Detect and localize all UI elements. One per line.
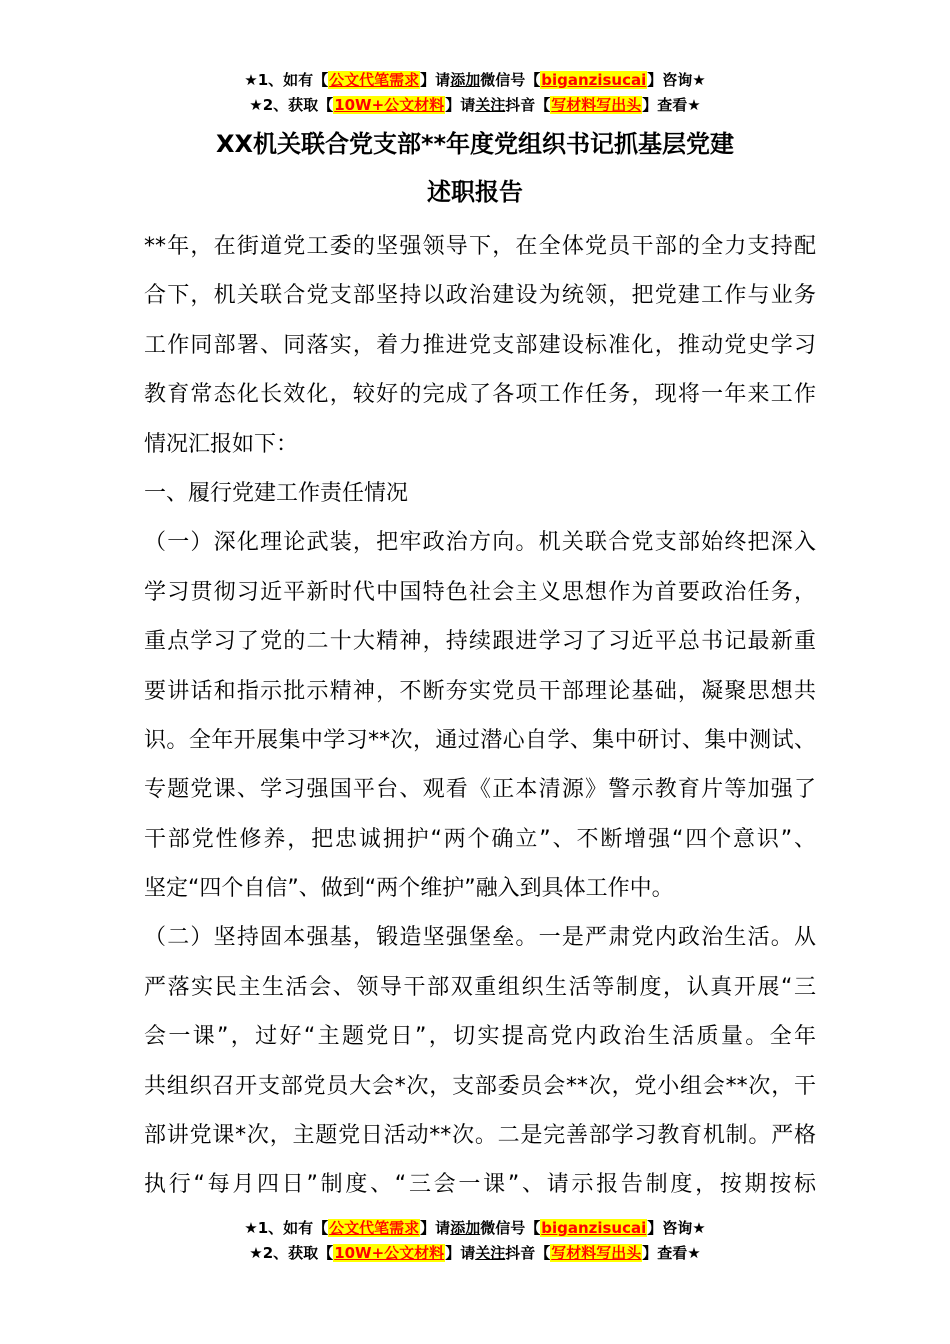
body-line: 坚定“四个自信”、做到“两个维护”融入到具体工作中。	[144, 876, 674, 902]
title-line-1: XX机关联合党支部**年度党组织书记抓基层党建	[215, 130, 735, 158]
promo-underlined-text: 关注	[475, 96, 506, 114]
promo-text: 】请	[420, 1219, 451, 1237]
promo-text: ★2、获取【	[249, 96, 334, 114]
body-line: 执行“每月四日”制度、“三会一课”、请示报告制度，按期按标	[144, 1172, 816, 1198]
body-line: 部讲党课*次，主题党日活动**次。二是完善部学习教育机制。严格	[144, 1123, 816, 1149]
body-line: 合下，机关联合党支部坚持以政治建设为统领，把党建工作与业务	[144, 283, 816, 309]
promo-line-2	[0, 1241, 950, 1266]
promo-banner-bottom	[0, 1216, 950, 1266]
promo-line-1	[0, 68, 950, 93]
body-line: （二）坚持固本强基，锻造坚强堡垒。一是严肃党内政治生活。从	[144, 925, 816, 951]
body-line: 干部党性修养，把忠诚拥护“两个确立”、不断增强“四个意识”、	[144, 826, 816, 852]
promo-text: 】查看★	[642, 96, 701, 114]
promo-highlight: 10W+公文材料	[334, 1244, 445, 1262]
promo-text: 】咨询★	[647, 1219, 706, 1237]
promo-line-1	[0, 1216, 950, 1241]
promo-text: ★1、如有【	[244, 71, 329, 89]
promo-line-2	[0, 93, 950, 118]
promo-text: 】请	[420, 71, 451, 89]
promo-highlight: biganzisucai	[541, 1219, 647, 1237]
promo-text: 】请	[445, 1244, 476, 1262]
body-line: 专题党课、学习强国平台、观看《正本清源》警示教育片等加强了	[144, 777, 816, 803]
promo-underlined-text: 关注	[475, 1244, 506, 1262]
body-line: 会一课”，过好“主题党日”，切实提高党内政治生活质量。全年	[144, 1024, 816, 1050]
promo-text: 抖音【	[505, 96, 551, 114]
promo-highlight: 写材料写出头	[551, 96, 642, 114]
body-line: 严落实民主生活会、领导干部双重组织生活等制度，认真开展“三	[144, 974, 816, 1000]
body-line: 要讲话和指示批示精神，不断夯实党员干部理论基础，凝聚思想共	[144, 678, 816, 704]
promo-text: 微信号【	[480, 1219, 541, 1237]
body-line: 重点学习了党的二十大精神，持续跟进学习了习近平总书记最新重	[144, 629, 816, 655]
promo-highlight: 公文代笔需求	[329, 1219, 420, 1237]
section-heading: 一、履行党建工作责任情况	[144, 480, 409, 506]
promo-text: 】咨询★	[647, 71, 706, 89]
promo-highlight: 10W+公文材料	[334, 96, 445, 114]
promo-text: 】查看★	[642, 1244, 701, 1262]
promo-text: 微信号【	[480, 71, 541, 89]
title-line-2: 述职报告	[427, 178, 523, 206]
body-line: （一）深化理论武装，把牢政治方向。机关联合党支部始终把深入	[144, 530, 816, 556]
body-line: 情况汇报如下：	[144, 431, 299, 457]
body-line: 教育常态化长效化，较好的完成了各项工作任务，现将一年来工作	[144, 382, 816, 408]
promo-highlight: 公文代笔需求	[329, 71, 420, 89]
promo-text: 抖音【	[505, 1244, 551, 1262]
body-line: **年，在街道党工委的坚强领导下，在全体党员干部的全力支持配	[144, 234, 816, 259]
body-line: 识。全年开展集中学习**次，通过潜心自学、集中研讨、集中测试、	[144, 727, 816, 753]
promo-banner-top	[0, 68, 950, 118]
promo-text: ★1、如有【	[244, 1219, 329, 1237]
document-body	[144, 222, 816, 1210]
body-line: 共组织召开支部党员大会*次，支部委员会**次，党小组会**次，干	[144, 1073, 816, 1099]
promo-text: 】请	[445, 96, 476, 114]
body-line: 学习贯彻习近平新时代中国特色社会主义思想作为首要政治任务，	[144, 579, 816, 605]
promo-highlight: biganzisucai	[541, 71, 647, 89]
document-title	[0, 120, 950, 216]
promo-text: ★2、获取【	[249, 1244, 334, 1262]
promo-highlight: 写材料写出头	[551, 1244, 642, 1262]
body-line: 工作同部署、同落实，着力推进党支部建设标准化，推动党史学习	[144, 332, 816, 358]
promo-underlined-text: 添加	[450, 71, 481, 89]
promo-underlined-text: 添加	[450, 1219, 481, 1237]
